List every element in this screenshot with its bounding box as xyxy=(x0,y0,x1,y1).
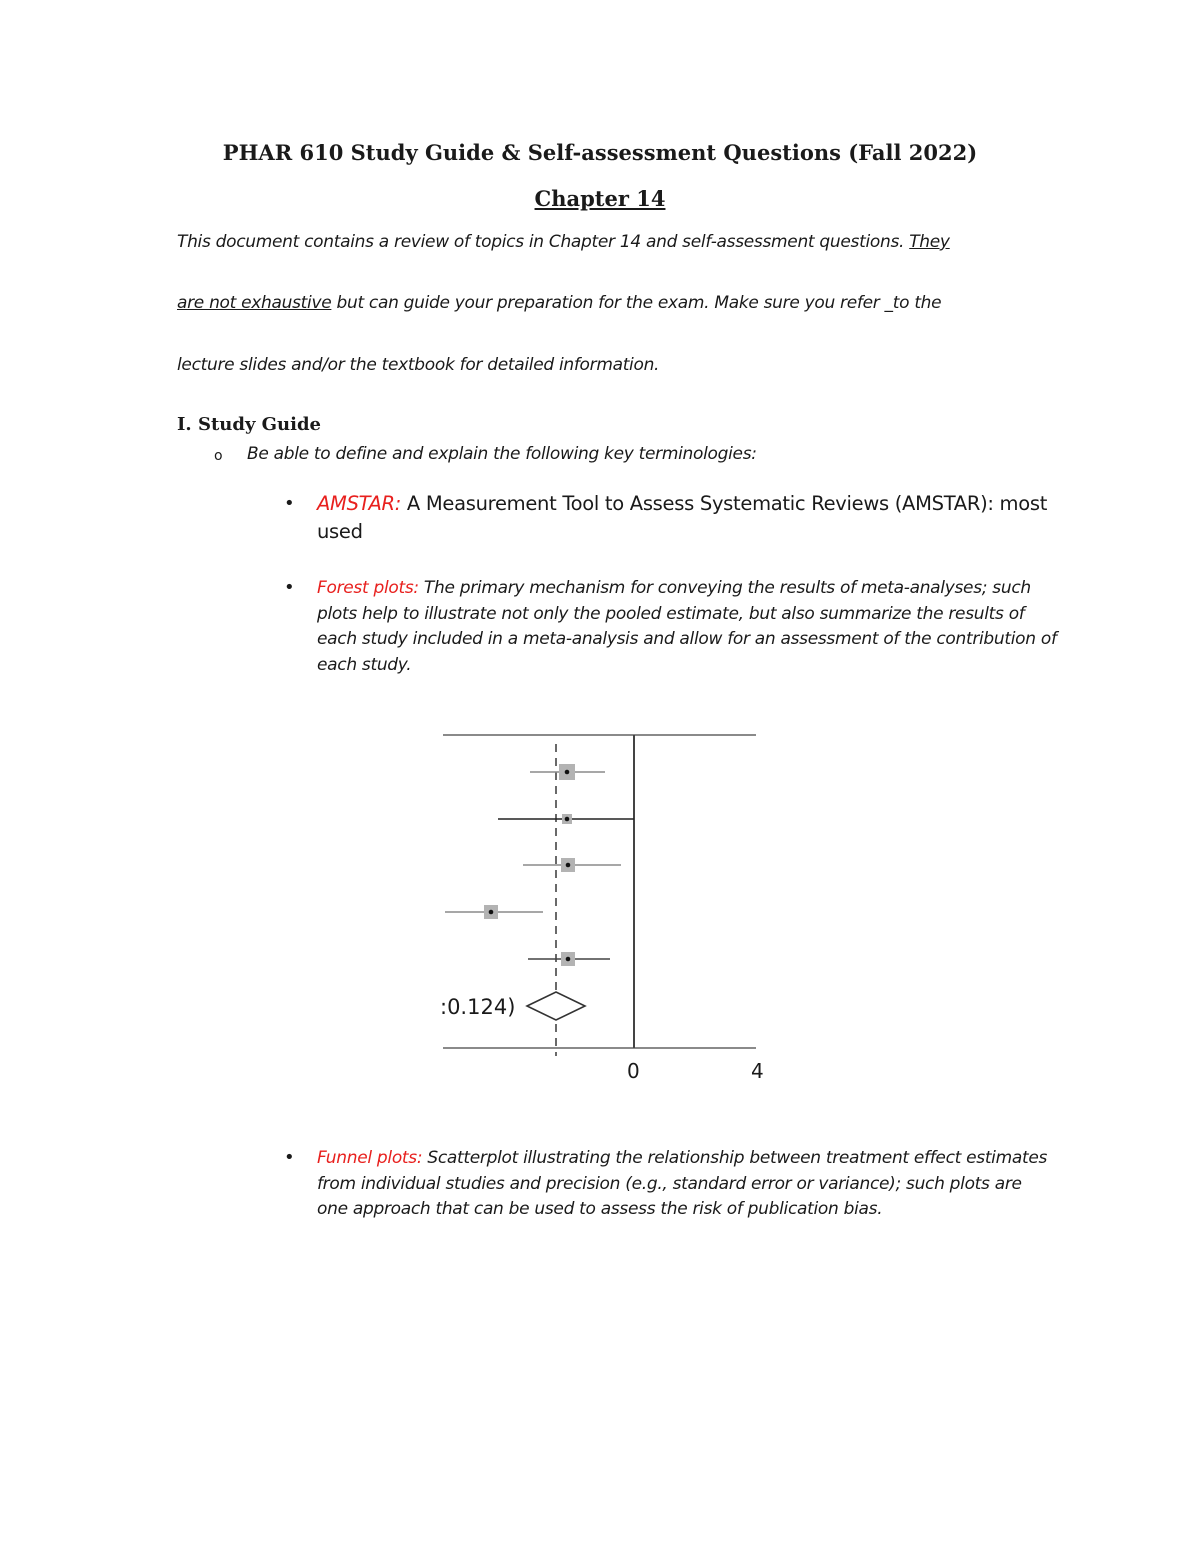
study-row xyxy=(528,952,610,966)
chapter-heading: Chapter 14 xyxy=(534,186,666,211)
intro-line-2 xyxy=(177,293,941,313)
term-definition: Scatterplot illustrating the relationship between treatment effect estimates from individual studies and precision (e.g., standard error or variance); such plots are one approach that can be used to assess the risk of publication bias. xyxy=(317,1148,1048,1219)
forest-plot-figure xyxy=(440,722,764,1087)
instruction-text: Be able to define and explain the following key terminologies: xyxy=(247,444,757,464)
study-point xyxy=(565,817,570,822)
study-point xyxy=(489,910,494,915)
intro-underlined: are not exhaustive xyxy=(177,293,332,313)
study-row xyxy=(523,858,621,872)
term-definition: The primary mechanism for conveying the results of meta-analyses; such plots help to illustrate not only the pooled estimate, but also summarize the results of each study included in a meta-analysis and allow for an assessment of the contribution of each study. xyxy=(317,578,1057,675)
intro-text: This document contains a review of topics in Chapter 14 and self-assessment questions. xyxy=(177,232,910,252)
bullet-icon: • xyxy=(284,493,295,514)
study-row xyxy=(445,905,543,919)
term-item-funnel-plots xyxy=(317,1146,1057,1223)
intro-text: _to the xyxy=(884,293,942,313)
document-title: PHAR 610 Study Guide & Self-assessment Questions (Fall 2022) xyxy=(222,140,978,165)
study-point xyxy=(566,957,571,962)
bullet-icon: • xyxy=(284,1147,295,1168)
circle-bullet-icon: o xyxy=(214,448,223,464)
study-row xyxy=(530,764,605,780)
pooled-estimate-label: :0.124) xyxy=(440,995,516,1019)
intro-text: but can guide your preparation for the exam. Make sure you refer xyxy=(331,293,885,313)
term-item-forest-plots xyxy=(317,576,1057,678)
section-heading: I. Study Guide xyxy=(177,414,321,435)
intro-line-1 xyxy=(177,232,950,252)
term-label: AMSTAR: xyxy=(317,492,402,515)
axis-tick-zero: 0 xyxy=(627,1059,640,1083)
study-point xyxy=(566,863,571,868)
term-definition: A Measurement Tool to Assess Systematic Reviews (AMSTAR): most used xyxy=(317,492,1048,543)
term-label: Funnel plots: xyxy=(317,1148,423,1168)
axis-tick-right: 4 xyxy=(751,1059,764,1083)
pooled-estimate-diamond xyxy=(527,992,585,1020)
term-label: Forest plots: xyxy=(317,578,419,598)
bullet-icon: • xyxy=(284,577,295,598)
term-item-amstar xyxy=(317,490,1057,546)
study-point xyxy=(565,770,570,775)
study-row xyxy=(498,814,634,824)
intro-underlined: They xyxy=(909,232,950,252)
intro-line-3: lecture slides and/or the textbook for detailed information. xyxy=(177,355,660,375)
